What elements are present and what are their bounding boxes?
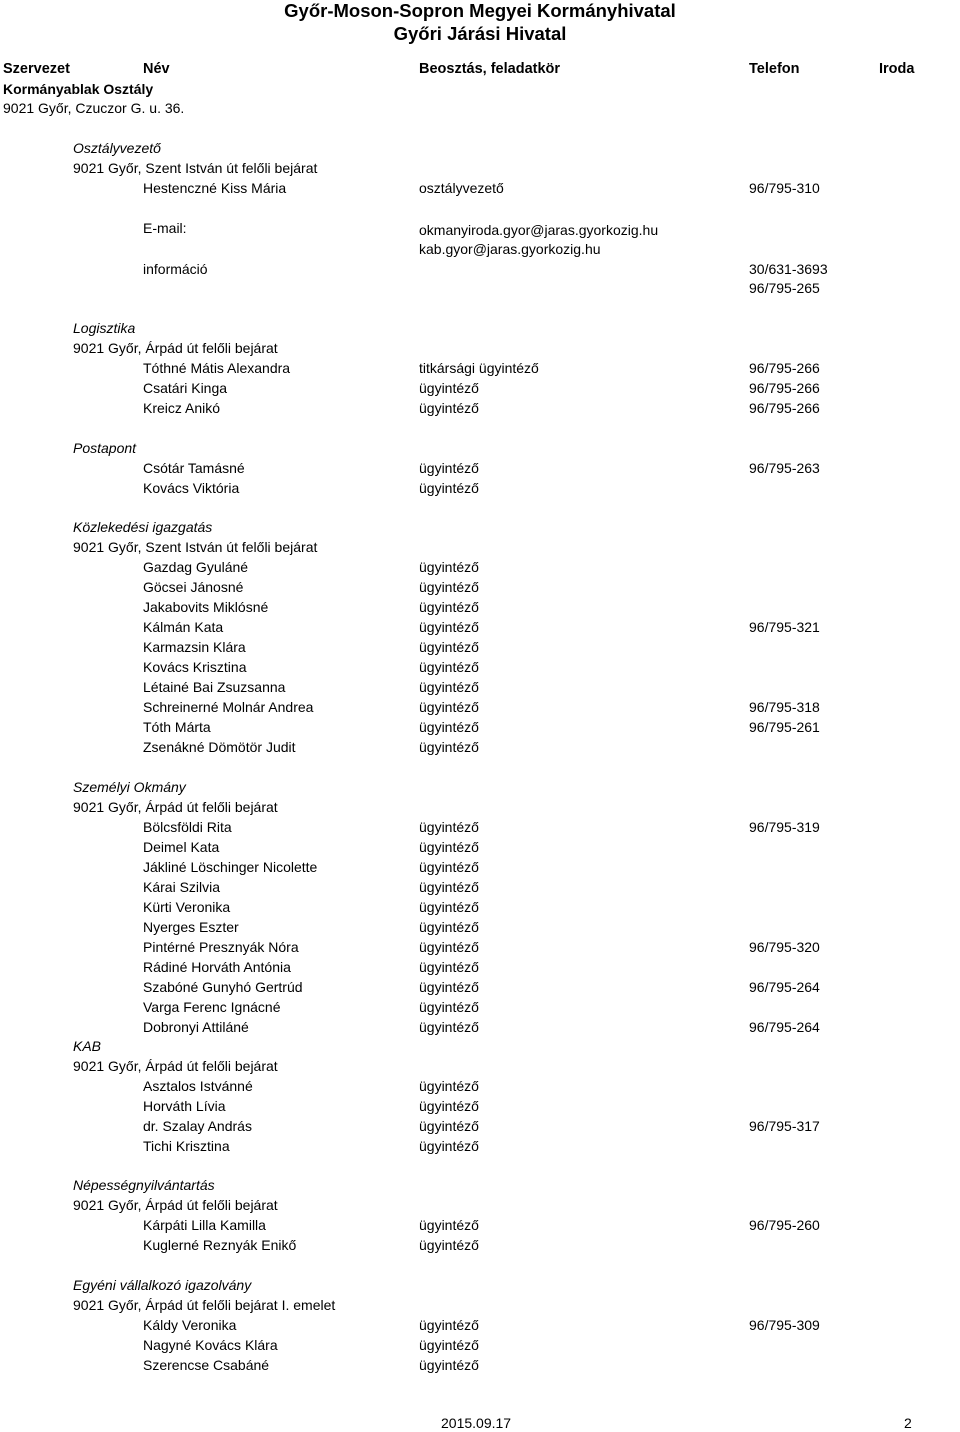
person-role: osztályvezető [419, 180, 504, 196]
person-name: Asztalos Istvánné [143, 1078, 253, 1094]
person-role: ügyintéző [419, 1138, 479, 1154]
person-name: Létainé Bai Zsuzsanna [143, 679, 286, 695]
person-role: ügyintéző [419, 400, 479, 416]
column-header-beosztas: Beosztás, feladatkör [419, 61, 561, 77]
person-name: Kovács Krisztina [143, 659, 247, 675]
person-phone: 96/795-321 [749, 619, 820, 635]
person-name: Kreicz Anikó [143, 400, 221, 416]
person-name: Jákliné Löschinger Nicolette [143, 859, 318, 875]
column-header-telefon: Telefon [749, 61, 800, 77]
person-role: ügyintéző [419, 639, 479, 655]
section-title-postapont: Postapont [73, 440, 137, 456]
person-role: ügyintéző [419, 899, 479, 915]
person-name: Kálmán Kata [143, 619, 224, 635]
section-title-kozlekedesi: Közlekedési igazgatás [73, 519, 213, 535]
person-role: ügyintéző [419, 979, 479, 995]
person-name: Tóth Márta [143, 719, 211, 735]
person-name: Bölcsföldi Rita [143, 819, 232, 835]
person-role: ügyintéző [419, 579, 479, 595]
person-phone: 96/795-260 [749, 1217, 820, 1233]
info-label: információ [143, 261, 208, 277]
person-role: titkársági ügyintéző [419, 360, 539, 376]
person-role: ügyintéző [419, 839, 479, 855]
document-title: Győr-Moson-Sopron Megyei Kormányhivatal [284, 0, 676, 21]
person-role: ügyintéző [419, 1078, 479, 1094]
person-role: ügyintéző [419, 699, 479, 715]
person-name: Karmazsin Klára [143, 639, 246, 655]
person-role: ügyintéző [419, 1337, 479, 1353]
person-name: Kuglerné Reznyák Enikő [143, 1237, 297, 1253]
person-phone: 96/795-266 [749, 400, 820, 416]
section-title-nepesseg: Népességnyilvántartás [73, 1177, 215, 1193]
person-name: Dobronyi Attiláné [143, 1019, 249, 1035]
person-name: Csatári Kinga [143, 380, 228, 396]
person-phone: 96/795-318 [749, 699, 820, 715]
person-role: ügyintéző [419, 1217, 479, 1233]
footer-page-number: 2 [904, 1415, 912, 1431]
person-name: Tóthné Mátis Alexandra [143, 360, 291, 376]
section-title-logisztika: Logisztika [73, 320, 136, 336]
person-role: ügyintéző [419, 599, 479, 615]
person-name: Tichi Krisztina [143, 1138, 230, 1154]
section-address: 9021 Győr, Árpád út felőli bejárat [73, 340, 278, 356]
person-name: Hestenczné Kiss Mária [143, 180, 287, 196]
person-name: Nyerges Eszter [143, 919, 239, 935]
person-phone: 96/795-264 [749, 979, 820, 995]
person-phone: 96/795-261 [749, 719, 820, 735]
section-title-kab: KAB [73, 1038, 102, 1054]
person-role: ügyintéző [419, 480, 479, 496]
person-role: ügyintéző [419, 380, 479, 396]
person-phone: 96/795-310 [749, 180, 820, 196]
person-role: ügyintéző [419, 1098, 479, 1114]
person-name: Nagyné Kovács Klára [143, 1337, 278, 1353]
person-role: ügyintéző [419, 819, 479, 835]
column-header-szervezet: Szervezet [3, 61, 70, 77]
person-role: ügyintéző [419, 659, 479, 675]
person-role: ügyintéző [419, 1019, 479, 1035]
person-phone: 96/795-309 [749, 1317, 820, 1333]
person-name: Deimel Kata [143, 839, 220, 855]
person-role: ügyintéző [419, 879, 479, 895]
person-phone: 96/795-266 [749, 380, 820, 396]
info-phone: 96/795-265 [749, 280, 820, 296]
person-role: ügyintéző [419, 919, 479, 935]
person-name: Gazdag Gyuláné [143, 559, 249, 575]
section-address: 9021 Győr, Árpád út felőli bejárat [73, 799, 278, 815]
person-role: ügyintéző [419, 739, 479, 755]
person-role: ügyintéző [419, 719, 479, 735]
column-header-iroda: Iroda [879, 61, 915, 77]
person-role: ügyintéző [419, 1237, 479, 1253]
person-phone: 96/795-320 [749, 939, 820, 955]
org-name: Kormányablak Osztály [3, 81, 154, 97]
info-phone: 30/631-3693 [749, 261, 828, 277]
person-phone: 96/795-319 [749, 819, 820, 835]
person-name: Horváth Lívia [143, 1098, 226, 1114]
section-address: 9021 Győr, Árpád út felőli bejárat I. emelet [73, 1297, 336, 1313]
section-address: 9021 Győr, Szent István út felőli bejárat [73, 160, 318, 176]
person-name: Kovács Viktória [143, 480, 240, 496]
person-role: ügyintéző [419, 1317, 479, 1333]
person-phone: 96/795-317 [749, 1118, 820, 1134]
section-title-osztalyvezeto: Osztályvezető [73, 140, 161, 156]
person-phone: 96/795-263 [749, 460, 820, 476]
person-role: ügyintéző [419, 679, 479, 695]
person-name: Szabóné Gunyhó Gertrúd [143, 979, 303, 995]
column-header-nev: Név [143, 61, 170, 77]
email-address: okmanyiroda.gyor@jaras.gyorkozig.hu [419, 222, 659, 238]
person-role: ügyintéző [419, 559, 479, 575]
person-role: ügyintéző [419, 1357, 479, 1373]
person-name: Kárpáti Lilla Kamilla [143, 1217, 266, 1233]
email-label: E-mail: [143, 220, 187, 236]
person-role: ügyintéző [419, 959, 479, 975]
person-name: Göcsei Jánosné [143, 579, 244, 595]
person-name: Pintérné Presznyák Nóra [143, 939, 299, 955]
person-name: Schreinerné Molnár Andrea [143, 699, 314, 715]
person-role: ügyintéző [419, 999, 479, 1015]
person-name: Csótár Tamásné [143, 460, 245, 476]
section-address: 9021 Győr, Szent István út felőli bejárat [73, 539, 318, 555]
person-role: ügyintéző [419, 619, 479, 635]
person-name: Zsenákné Dömötör Judit [143, 739, 296, 755]
person-name: Káldy Veronika [143, 1317, 237, 1333]
person-name: Szerencse Csabáné [143, 1357, 270, 1373]
person-name: Kürti Veronika [143, 899, 231, 915]
person-role: ügyintéző [419, 1118, 479, 1134]
org-address: 9021 Győr, Czuczor G. u. 36. [3, 100, 185, 116]
person-name: Rádiné Horváth Antónia [143, 959, 291, 975]
person-role: ügyintéző [419, 939, 479, 955]
person-name: Jakabovits Miklósné [143, 599, 269, 615]
person-name: Varga Ferenc Ignácné [143, 999, 281, 1015]
person-role: ügyintéző [419, 859, 479, 875]
footer-date: 2015.09.17 [441, 1415, 512, 1431]
person-role: ügyintéző [419, 460, 479, 476]
document-subtitle: Győri Járási Hivatal [393, 23, 567, 44]
email-address: kab.gyor@jaras.gyorkozig.hu [419, 241, 601, 257]
section-title-szemelyi: Személyi Okmány [73, 779, 186, 795]
section-address: 9021 Győr, Árpád út felőli bejárat [73, 1058, 278, 1074]
section-address: 9021 Győr, Árpád út felőli bejárat [73, 1197, 278, 1213]
person-name: Kárai Szilvia [143, 879, 221, 895]
section-title-egyeni: Egyéni vállalkozó igazolvány [73, 1277, 252, 1293]
person-name: dr. Szalay András [143, 1118, 252, 1134]
person-phone: 96/795-266 [749, 360, 820, 376]
person-phone: 96/795-264 [749, 1019, 820, 1035]
